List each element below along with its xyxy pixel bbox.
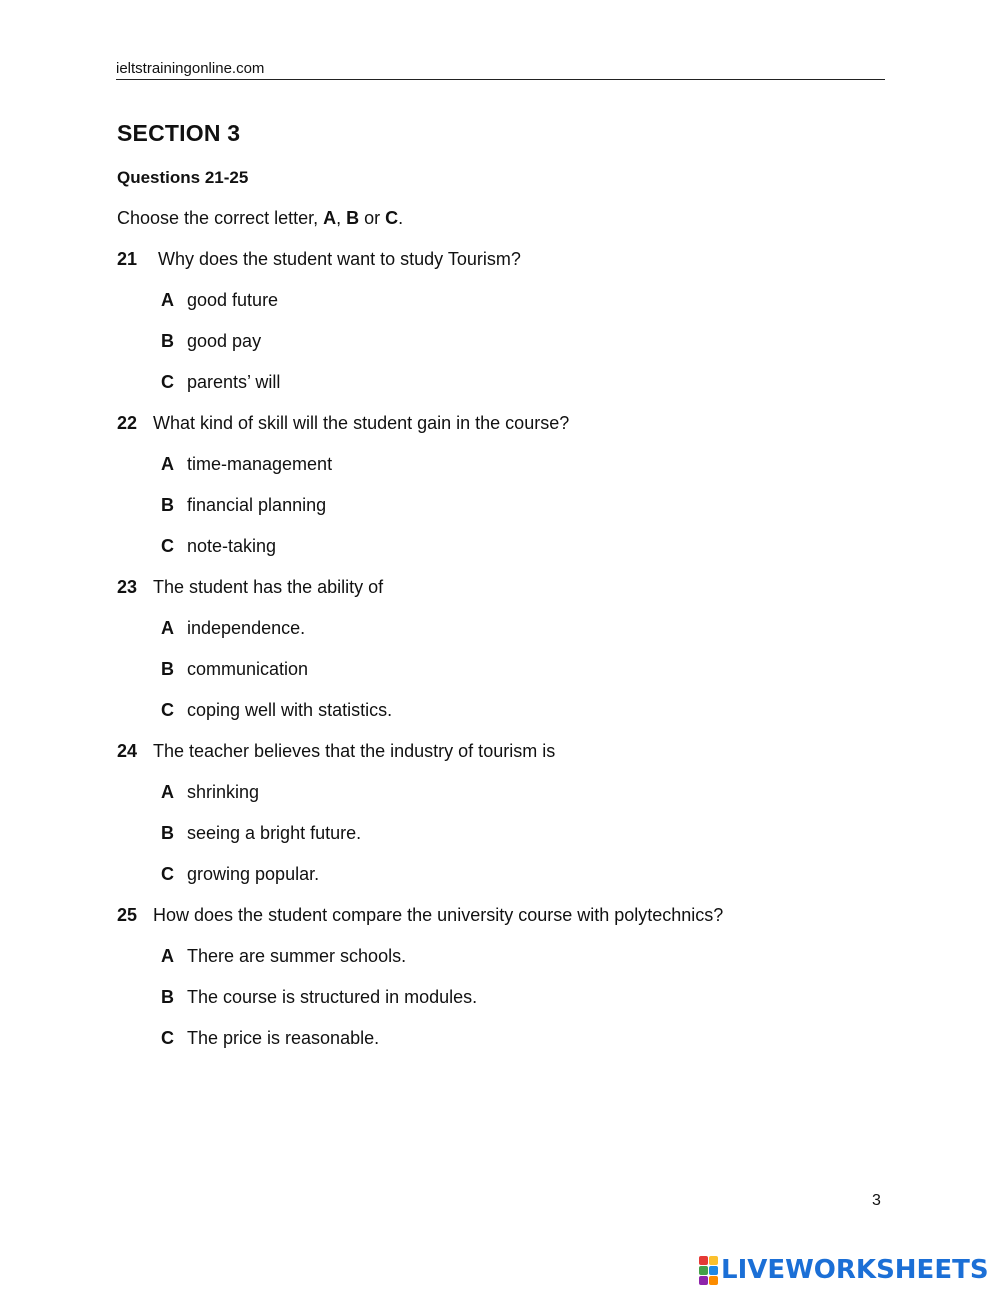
question-number: 23 <box>117 577 138 597</box>
option-text: The price is reasonable. <box>187 1028 380 1048</box>
option-letter: A <box>161 946 174 966</box>
option-text: seeing a bright future. <box>187 823 362 843</box>
option-23-a[interactable] <box>161 618 305 639</box>
option-text: There are summer schools. <box>187 946 407 966</box>
option-23-b[interactable] <box>161 659 308 680</box>
instruction: Choose the correct letter, A, B or C. <box>117 208 404 228</box>
option-letter: A <box>161 618 174 638</box>
option-letter: C <box>161 536 174 556</box>
option-text: good future <box>187 290 279 310</box>
logo-tile <box>699 1266 708 1275</box>
option-22-a[interactable] <box>161 454 332 475</box>
option-text: good pay <box>187 331 262 351</box>
option-letter: B <box>161 331 174 351</box>
question-text: The teacher believes that the industry of tourism is <box>153 741 556 761</box>
site-url: ieltstrainingonline.com <box>116 60 265 77</box>
question-text: The student has the ability of <box>153 577 384 597</box>
logo-text: LIVEWORKSHEETS <box>721 1255 989 1285</box>
option-letter: B <box>161 823 174 843</box>
option-letter: A <box>161 782 174 802</box>
option-text: note-taking <box>187 536 277 556</box>
option-text: independence. <box>187 618 306 638</box>
option-25-b[interactable] <box>161 987 477 1008</box>
logo-tile <box>699 1276 708 1285</box>
option-letter: C <box>161 864 174 884</box>
logo-tile <box>699 1256 708 1265</box>
option-text: communication <box>187 659 309 679</box>
option-letter: B <box>161 987 174 1007</box>
question-25 <box>117 905 723 926</box>
option-21-a[interactable] <box>161 290 278 311</box>
section-title: SECTION 3 <box>117 120 241 146</box>
option-letter: A <box>161 454 174 474</box>
liveworksheets-logo <box>699 1254 989 1286</box>
option-text: shrinking <box>187 782 260 802</box>
question-number: 25 <box>117 905 138 925</box>
option-text: financial planning <box>187 495 327 515</box>
question-text: What kind of skill will the student gain in the course? <box>153 413 570 433</box>
option-22-c[interactable] <box>161 536 276 557</box>
logo-tiles-icon <box>699 1256 718 1285</box>
question-number: 24 <box>117 741 138 761</box>
option-23-c[interactable] <box>161 700 392 721</box>
question-22 <box>117 413 569 434</box>
question-21 <box>117 249 521 270</box>
question-number: 22 <box>117 413 138 433</box>
option-25-c[interactable] <box>161 1028 379 1049</box>
page-header <box>116 60 885 80</box>
option-letter: C <box>161 1028 174 1048</box>
option-24-c[interactable] <box>161 864 319 885</box>
option-text: coping well with statistics. <box>187 700 393 720</box>
option-letter: A <box>161 290 174 310</box>
logo-tile <box>709 1256 718 1265</box>
question-24 <box>117 741 555 762</box>
option-letter: C <box>161 372 174 392</box>
option-24-b[interactable] <box>161 823 361 844</box>
option-letter: B <box>161 659 174 679</box>
question-text: Why does the student want to study Tourism? <box>158 249 521 269</box>
page-number: 3 <box>872 1192 881 1209</box>
option-21-b[interactable] <box>161 331 261 352</box>
option-22-b[interactable] <box>161 495 326 516</box>
question-number: 21 <box>117 249 138 269</box>
option-text: growing popular. <box>187 864 320 884</box>
option-text: parents’ will <box>187 372 281 392</box>
option-25-a[interactable] <box>161 946 406 967</box>
option-text: The course is structured in modules. <box>187 987 478 1007</box>
option-21-c[interactable] <box>161 372 280 393</box>
option-letter: B <box>161 495 174 515</box>
logo-tile <box>709 1276 718 1285</box>
question-23 <box>117 577 383 598</box>
option-24-a[interactable] <box>161 782 259 803</box>
question-text: How does the student compare the university course with polytechnics? <box>153 905 724 925</box>
questions-range: Questions 21-25 <box>117 168 249 187</box>
option-text: time-management <box>187 454 333 474</box>
option-letter: C <box>161 700 174 720</box>
logo-tile <box>709 1266 718 1275</box>
